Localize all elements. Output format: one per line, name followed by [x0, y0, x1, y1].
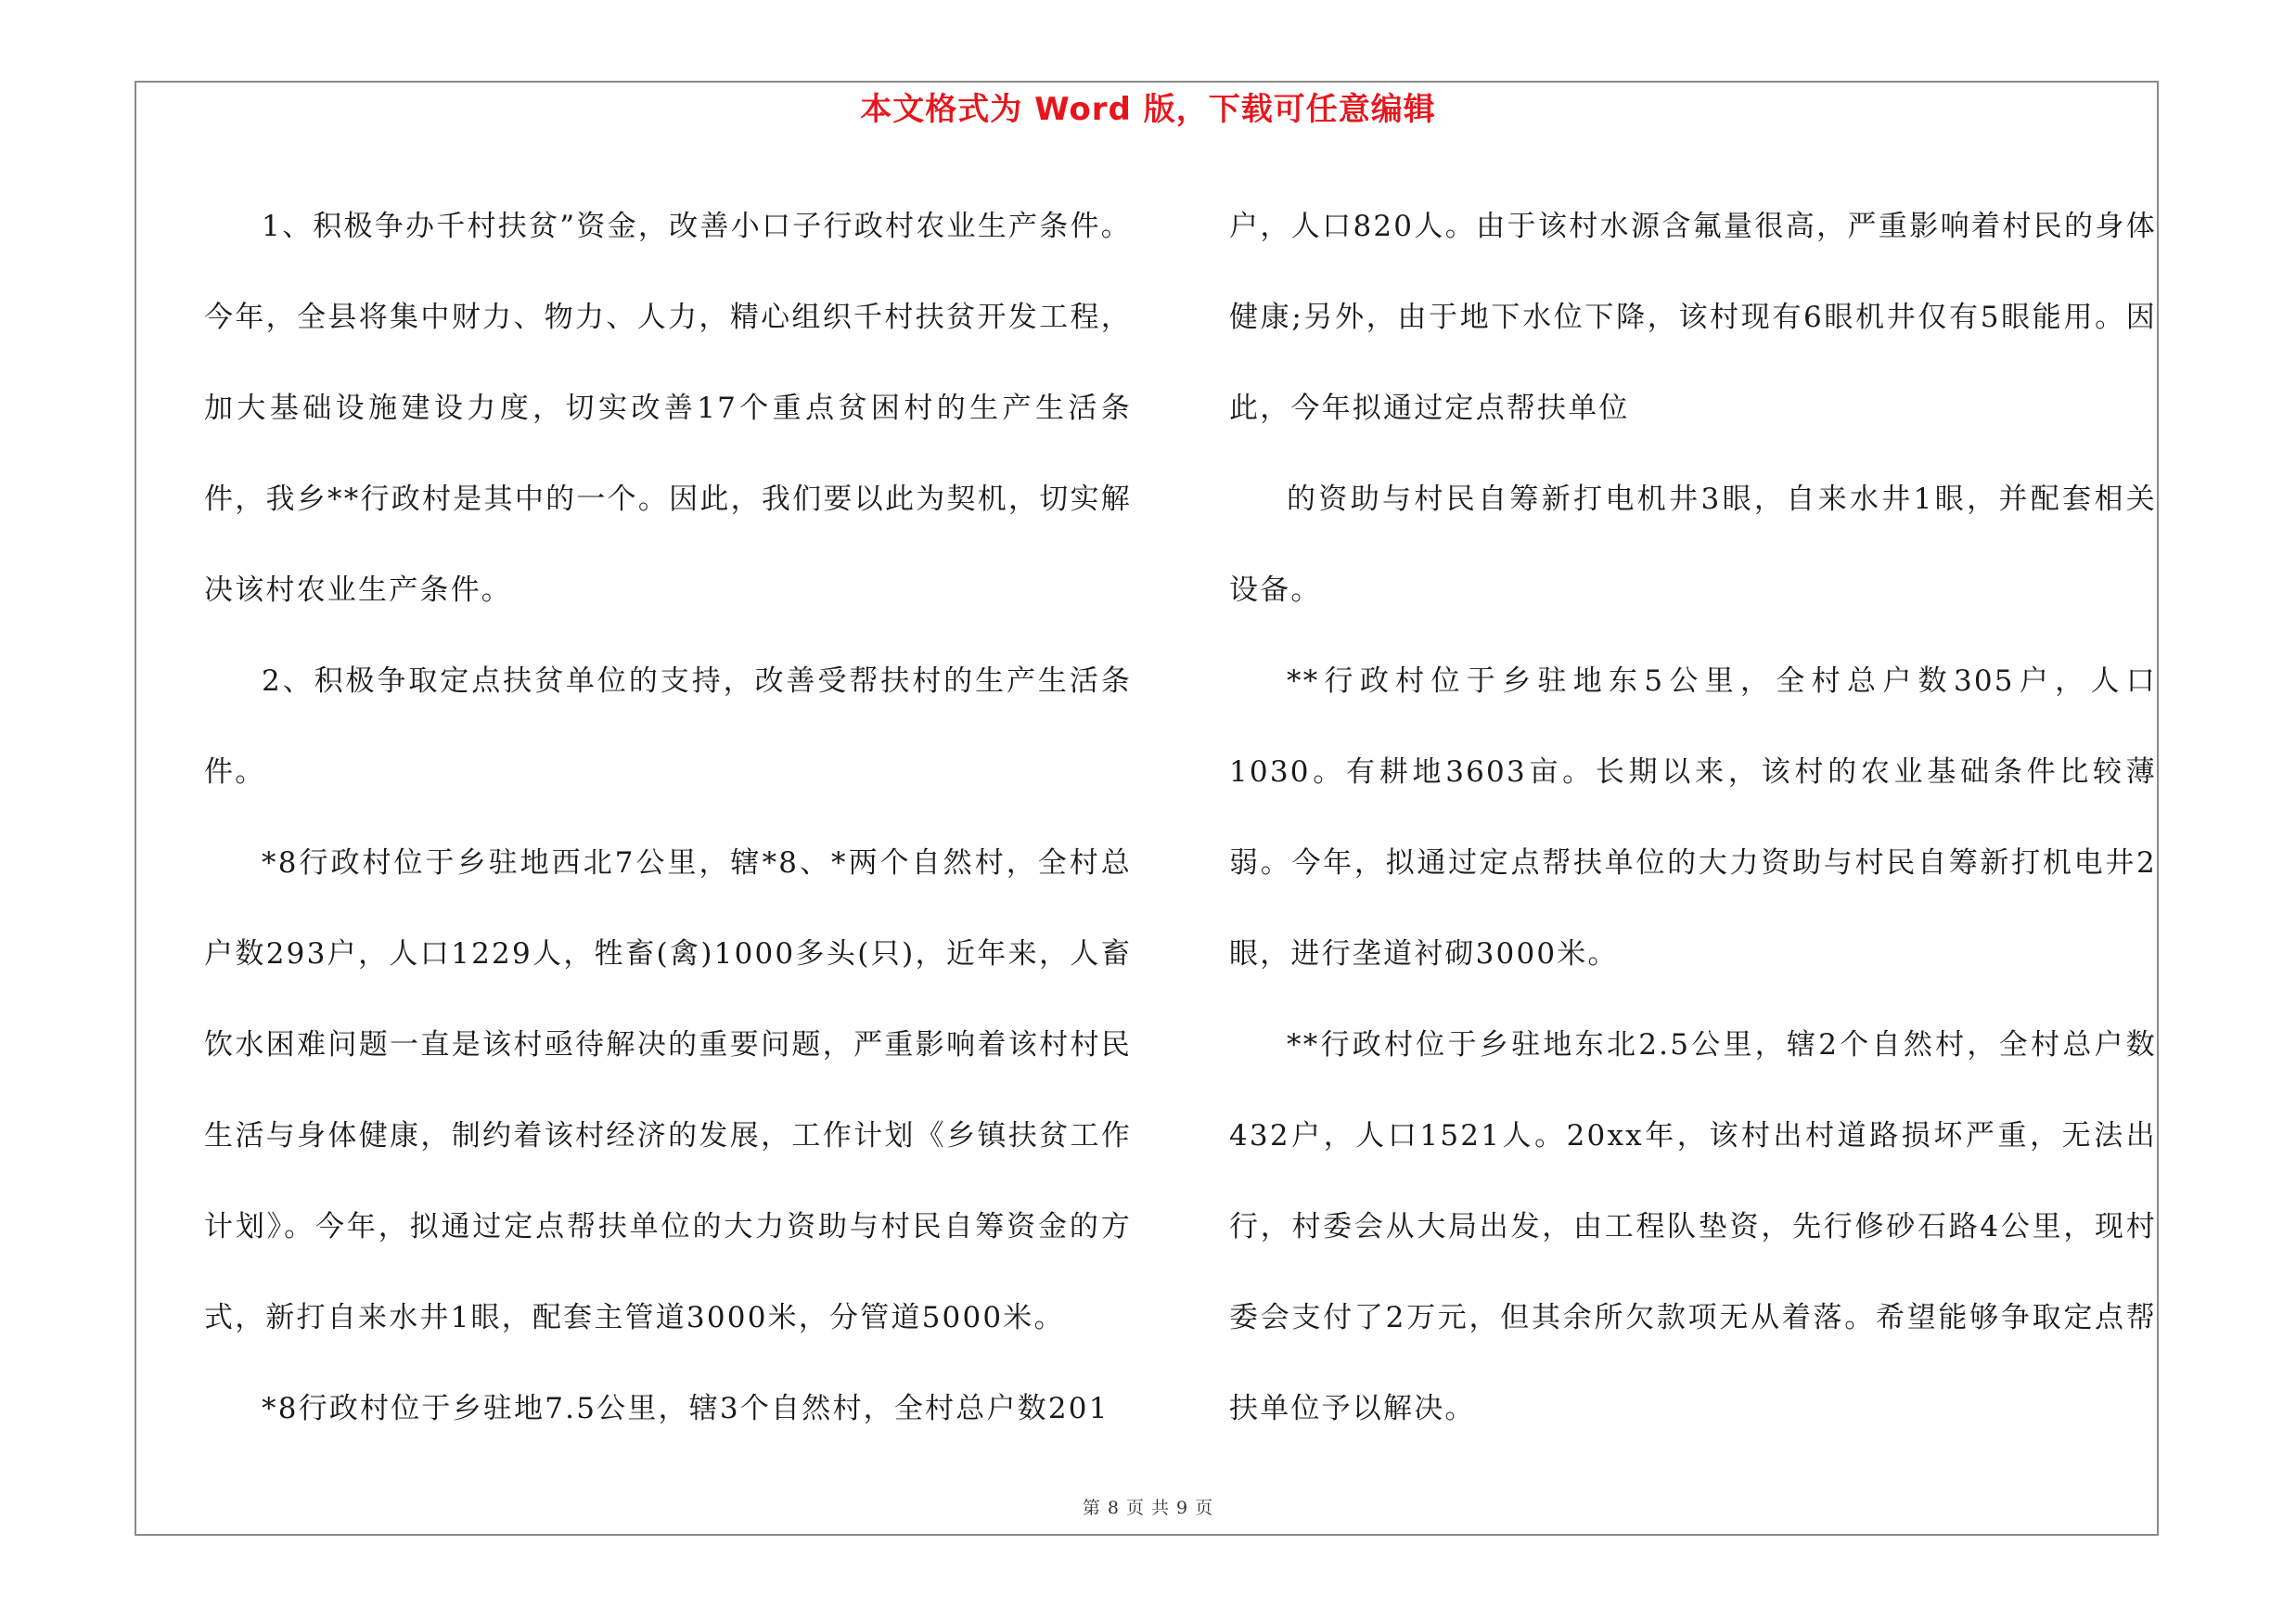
paragraph: 1、积极争办千村扶贫”资金，改善小口子行政村农业生产条件。今年，全县将集中财力、物力、人力，精心组织千村扶贫开发工程，加大基础设施建设力度，切实改善17个重点贫困村的生产生活条件，我乡**行政村是其中的一个。因此，我们要以此为契机，切实解决该村农业生产条件。 — [204, 210, 1132, 607]
paragraph: *8行政村位于乡驻地西北7公里，辖*8、*两个自然村，全村总户数293户，人口1229人，牲畜(禽)1000多头(只)，近年来，人畜饮水困难问题一直是该村亟待解决的重要问题，严重影响着该村村民生活与身体健康，制约着该村经济的发展，工作计划《乡镇扶贫工作计划》。今年，拟通过定点帮扶单位的大力资助与村民自筹资金的方式，新打自来水井1眼，配套主管道3000米，分管道5000米。 — [204, 846, 1132, 1334]
paragraph: **行政村位于乡驻地东5公里，全村总户数305户，人口1030。有耕地3603亩。长期以来，该村的农业基础条件比较薄弱。今年，拟通过定点帮扶单位的大力资助与村民自筹新打机电井2眼，进行垄道衬砌3000米。 — [1229, 664, 2157, 971]
right-text-column — [1229, 181, 2157, 1454]
left-text-column — [204, 181, 1132, 1454]
editable-format-banner: 本文格式为 Word 版，下载可任意编辑 — [860, 91, 1436, 128]
paragraph-continued: 户，人口820人。由于该村水源含氟量很高，严重影响着村民的身体健康;另外，由于地下水位下降，该村现有6眼机井仅有5眼能用。因此，今年拟通过定点帮扶单位 — [1229, 210, 2157, 425]
paragraph: 2、积极争取定点扶贫单位的支持，改善受帮扶村的生产生活条件。 — [204, 664, 1132, 789]
paragraph: 的资助与村民自筹新打电机井3眼，自来水井1眼，并配套相关设备。 — [1229, 483, 2157, 607]
paragraph: *8行政村位于乡驻地7.5公里，辖3个自然村，全村总户数201 — [262, 1392, 1110, 1425]
paragraph: **行政村位于乡驻地东北2.5公里，辖2个自然村，全村总户数432户，人口1521人。20xx年，该村出村道路损坏严重，无法出行，村委会从大局出发，由工程队垫资，先行修砂石路4公里，现村委会支付了2万元，但其余所欠款项无从着落。希望能够争取定点帮扶单位予以解决。 — [1229, 1028, 2157, 1425]
page-number-footer: 第 8 页 共 9 页 — [1082, 1498, 1214, 1518]
